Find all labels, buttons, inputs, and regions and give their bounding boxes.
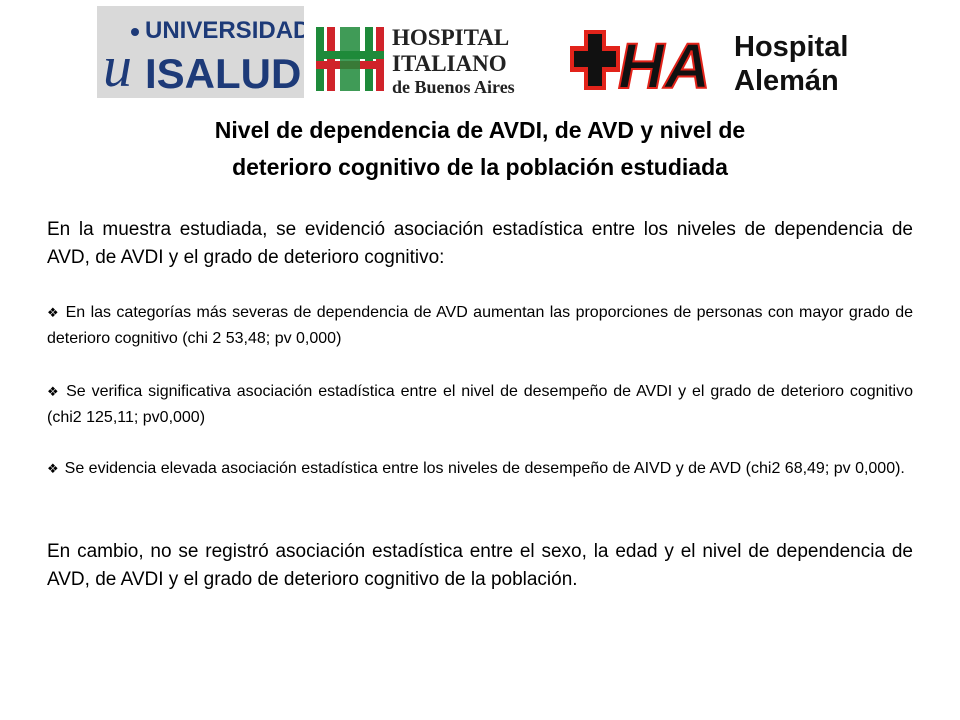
aleman-logo-line2: Alemán [734,65,839,96]
isalud-logo-top-text: UNIVERSIDAD [145,17,304,44]
italiano-logo-line3: de Buenos Aires [392,77,515,97]
aleman-logo-mark: HA [618,30,711,96]
italiano-logo-line1: HOSPITAL [392,25,510,50]
bullet-item [47,456,913,482]
diamond-bullet-icon: ❖ [47,384,61,399]
isalud-logo-bottom-text: ISALUD [145,50,302,97]
isalud-logo-letter: u [103,34,132,98]
bullet-item [47,379,913,431]
slide-title-line1: Nivel de dependencia de AVDI, de AVD y nivel de [214,117,746,143]
bullet-text: Se evidencia elevada asociación estadística entre los niveles de desempeño de AIVD y de AVD (chi2 68,49; pv 0,000). [64,460,905,477]
bullet-text: En las categorías más severas de dependencia de AVD aumentan las proporciones de personas con mayor grado de deterioro cognitivo (chi 2 53,48; pv 0,000) [47,304,913,347]
slide-title [60,112,900,186]
diamond-bullet-icon: ❖ [47,305,60,320]
slide-title-line2: deterioro cognitivo de la población estudiada [232,154,728,180]
bullet-item [47,300,913,352]
bullet-text: Se verifica significativa asociación estadística entre el nivel de desempeño de AVDI y el grado de deterioro cognitivo (chi2 125,11; pv0,000) [47,383,914,426]
aleman-logo-line1: Hospital [734,31,849,63]
hospital-italiano-logo [314,21,554,97]
intro-paragraph: En la muestra estudiada, se evidenció asociación estadística entre los niveles de dependencia de AVD, de AVDI y el grado de deterioro cognitivo: [47,219,913,268]
hospital-aleman-logo [570,24,870,96]
closing-paragraph: En cambio, no se registró asociación estadística entre el sexo, la edad y el nivel de dependencia de AVD, de AVDI y el grado de deterioro cognitivo de la población. [47,541,913,590]
isalud-logo [97,6,304,98]
diamond-bullet-icon: ❖ [47,461,59,476]
italiano-logo-line2: ITALIANO [392,51,507,76]
